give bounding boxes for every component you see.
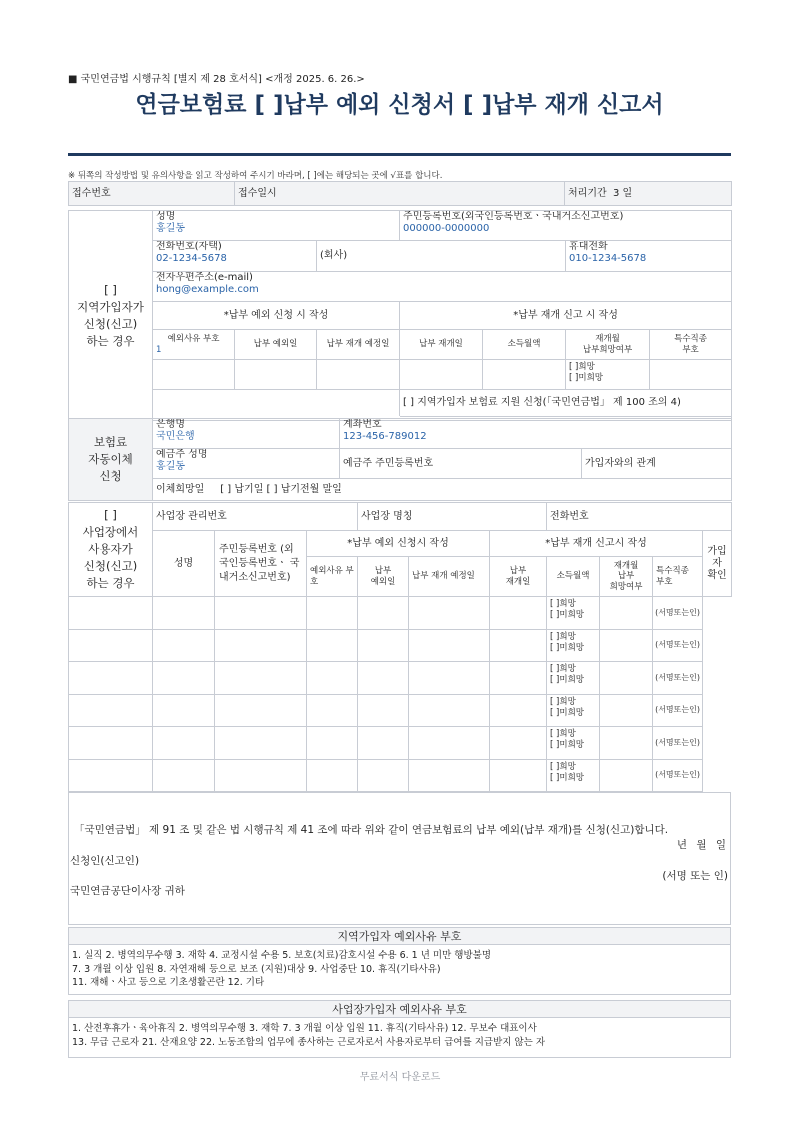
rrn-field[interactable] [400, 211, 732, 241]
workplace-row [69, 727, 732, 760]
depositor-rrn-field[interactable] [340, 449, 582, 479]
account-label: 계좌번호 [343, 419, 382, 430]
relation-label: 가입자와의 관계 [585, 457, 656, 469]
col-resume-month: 재개월 납부희망여부 [566, 330, 650, 360]
wp-resume-month-options[interactable] [547, 694, 600, 727]
mobile-field[interactable] [566, 241, 732, 272]
hope-checkbox[interactable]: [ ]희망 [550, 664, 576, 674]
declaration-date[interactable]: 년 월 일 [676, 839, 726, 851]
workplace-section-label[interactable]: [ ] 사업장에서 사용자가 신청(신고) 하는 경우 [69, 503, 153, 597]
form-title: 연금보험료 [ ]납부 예외 신청서 [ ]납부 재개 신고서 [135, 92, 664, 118]
office-phone-field[interactable] [317, 241, 566, 272]
wp-special-code-cell[interactable] [600, 727, 653, 760]
receipt-table [68, 181, 732, 206]
home-phone-value: 02-1234-5678 [156, 253, 227, 264]
wp-resume-month-options[interactable] [547, 759, 600, 792]
col-member-confirm: 가입자 확인 [703, 531, 732, 597]
wp-resume-date-cell[interactable] [409, 727, 490, 760]
wp-name-cell[interactable] [69, 597, 153, 630]
title-rule [68, 153, 731, 156]
hope-checkbox[interactable]: [ ]희망 [550, 761, 576, 772]
no-hope-checkbox[interactable]: [ ]미희망 [569, 373, 603, 383]
hope-checkbox[interactable]: [ ]희망 [550, 696, 576, 707]
wp-resume-plan-date-cell[interactable] [358, 629, 409, 662]
col-rrn: 주민등록번호 (외국인등록번호ㆍ 국내거소신고번호) [215, 531, 307, 597]
wp-rrn-cell[interactable] [153, 662, 215, 695]
member-sign-cell[interactable]: (서명또는인) [653, 727, 703, 760]
workplace-phone-field[interactable] [547, 503, 732, 531]
mobile-value: 010-1234-5678 [569, 253, 647, 264]
wp-reason-code-cell[interactable] [215, 727, 307, 760]
wp-income-cell[interactable] [490, 662, 547, 695]
blank-cell [153, 390, 400, 417]
depositor-rrn-label: 예금주 주민등록번호 [343, 457, 434, 469]
wp-special-code-cell[interactable] [600, 759, 653, 792]
wp-reason-code-cell[interactable] [215, 629, 307, 662]
wp-exception-date-cell[interactable] [307, 759, 358, 792]
resume-plan-date-cell[interactable] [317, 360, 400, 390]
wp-income-cell[interactable] [490, 694, 547, 727]
wp-exception-header: *납부 예외 신청시 작성 [307, 531, 490, 557]
wp-rrn-cell[interactable] [153, 597, 215, 630]
wp-name-cell[interactable] [69, 662, 153, 695]
workplace-row [69, 662, 732, 695]
wp-rrn-cell[interactable] [153, 727, 215, 760]
workplace-row [69, 694, 732, 727]
name-label: 성명 [156, 211, 176, 222]
wp-reason-code-cell[interactable] [215, 759, 307, 792]
wp-rrn-cell[interactable] [153, 759, 215, 792]
col-resume-date: 납부 재개일 [400, 330, 483, 360]
wp-income-cell[interactable] [490, 727, 547, 760]
wp-special-code-cell[interactable] [600, 629, 653, 662]
regional-section [68, 210, 732, 421]
col-special-code: 특수직종 부호 [650, 330, 732, 360]
wp-col-resume-date: 납부 재개일 [490, 557, 547, 597]
income-cell[interactable] [483, 360, 566, 390]
wp-resume-plan-date-cell[interactable] [358, 759, 409, 792]
no-hope-checkbox[interactable]: [ ]미희망 [550, 675, 584, 685]
relation-field[interactable] [582, 449, 732, 479]
wp-exception-date-cell[interactable] [307, 694, 358, 727]
no-hope-checkbox[interactable]: [ ]미희망 [550, 740, 584, 750]
wp-special-code-cell[interactable] [600, 597, 653, 630]
col-resume-plan-date: 납부 재개 예정일 [317, 330, 400, 360]
wp-resume-month-options[interactable] [547, 662, 600, 695]
wp-income-cell[interactable] [490, 629, 547, 662]
wp-resume-date-cell[interactable] [409, 597, 490, 630]
wp-col-resume-plan-date: 납부 재개 예정일 [409, 557, 490, 597]
depositor-field[interactable] [153, 449, 340, 479]
wp-reason-code-cell[interactable] [215, 694, 307, 727]
wp-special-code-cell[interactable] [600, 662, 653, 695]
col-name: 성명 [153, 531, 215, 597]
wp-special-code-cell[interactable] [600, 694, 653, 727]
wp-col-resume-month: 재개월 납부 희망여부 [600, 557, 653, 597]
processing-period [565, 182, 732, 206]
wp-resume-date-cell[interactable] [409, 694, 490, 727]
workplace-name-label: 사업장 명칭 [361, 510, 413, 522]
wp-rrn-cell[interactable] [153, 629, 215, 662]
wp-resume-month-options[interactable] [547, 629, 600, 662]
exception-date-cell[interactable] [235, 360, 317, 390]
mgmt-no-field[interactable] [153, 503, 358, 531]
recipient: 국민연금공단이사장 귀하 [70, 885, 185, 897]
home-phone-field[interactable] [153, 241, 317, 272]
wp-col-income: 소득월액 [547, 557, 600, 597]
name-field[interactable] [153, 211, 400, 241]
member-sign-cell[interactable]: (서명또는인) [653, 694, 703, 727]
wp-name-cell[interactable] [69, 629, 153, 662]
support-apply-checkbox[interactable]: [ ] 지역가입자 보험료 지원 신청(「국민연금법」 제 100 조의 4) [400, 390, 732, 417]
member-sign-cell[interactable]: (서명또는인) [653, 629, 703, 662]
no-hope-checkbox[interactable]: [ ]미희망 [550, 772, 584, 783]
wp-name-cell[interactable] [69, 759, 153, 792]
workplace-codes-line2: 13. 무급 근로자 21. 산재요양 22. 노동조합의 업무에 종사하는 근로자로서 사용자로부터 급여를 지급받지 않는 자 [72, 1037, 546, 1048]
workplace-codes-body [68, 1018, 731, 1058]
no-hope-checkbox[interactable]: [ ]미희망 [550, 707, 584, 718]
resume-date-cell[interactable] [400, 360, 483, 390]
wp-income-cell[interactable] [490, 597, 547, 630]
transfer-date-options[interactable]: [ ] 납기일 [ ] 납기전월 말일 [220, 483, 342, 495]
hope-checkbox[interactable]: [ ]희망 [550, 599, 576, 609]
rrn-value: 000000-0000000 [403, 223, 490, 234]
regional-section-label[interactable]: [ ] 지역가입자가 신청(신고) 하는 경우 [69, 211, 153, 421]
email-field[interactable] [153, 272, 732, 302]
member-sign-cell[interactable]: (서명또는인) [653, 662, 703, 695]
regional-codes-line3: 11. 재해ㆍ사고 등으로 기초생활곤란 12. 기타 [72, 977, 265, 988]
resume-report-header: *납부 재개 신고 시 작성 [400, 302, 732, 330]
hope-checkbox[interactable]: [ ]희망 [569, 362, 595, 372]
col-income: 소득월액 [483, 330, 566, 360]
instruction-note: ※ 뒤쪽의 작성방법 및 유의사항을 읽고 작성하여 주시기 바라며, [ ]에는 해당되는 곳에 √표를 합니다. [68, 171, 443, 181]
declaration-text: 「국민연금법」 제 91 조 및 같은 법 시행규칙 제 41 조에 따라 위와 같이 연금보험료의 납부 예외(납부 재개)를 신청(신고)합니다. [74, 824, 669, 836]
office-phone-label: (회사) [320, 250, 348, 261]
mobile-label: 휴대전화 [569, 241, 608, 252]
workplace-row [69, 597, 732, 630]
wp-resume-plan-date-cell[interactable] [358, 662, 409, 695]
mgmt-no-label: 사업장 관리번호 [156, 510, 227, 522]
resume-month-options[interactable] [566, 360, 650, 390]
bank-label: 은행명 [156, 419, 185, 430]
wp-reason-code-cell[interactable] [215, 662, 307, 695]
email-label: 전자우편주소(e-mail) [156, 272, 253, 283]
depositor-value: 홍길동 [156, 461, 185, 472]
workplace-name-field[interactable] [358, 503, 547, 531]
regional-codes-line2: 7. 3 개월 이상 입원 8. 자연재해 등으로 보조 (지원)대상 9. 사업중단 10. 휴직(기타사유) [72, 963, 441, 975]
rrn-label: 주민등록번호(외국인등록번호ㆍ국내거소신고번호) [403, 211, 624, 222]
depositor-label: 예금주 성명 [156, 449, 208, 460]
col-reason-code [153, 330, 235, 360]
wp-rrn-cell[interactable] [153, 694, 215, 727]
wp-exception-date-cell[interactable] [307, 727, 358, 760]
workplace-codes-line1: 1. 산전후휴가ㆍ육아휴직 2. 병역의무수행 3. 재학 7. 3 개월 이상 입원 11. 휴직(기타사유) 12. 무보수 대표이사 [72, 1023, 537, 1034]
wp-name-cell[interactable] [69, 727, 153, 760]
wp-resume-plan-date-cell[interactable] [358, 597, 409, 630]
reason-code-value: 1 [156, 344, 162, 355]
hope-checkbox[interactable]: [ ]희망 [550, 729, 576, 739]
workplace-codes-title: 사업장가입자 예외사유 부호 [68, 1000, 731, 1018]
wp-col-exception-date: 납부 예외일 [358, 557, 409, 597]
wp-resume-plan-date-cell[interactable] [358, 694, 409, 727]
workplace-row [69, 759, 732, 792]
regional-codes-body [68, 945, 731, 995]
exception-apply-header: *납부 예외 신청 시 작성 [153, 302, 400, 330]
wp-resume-month-options[interactable] [547, 597, 600, 630]
special-code-cell[interactable] [650, 360, 732, 390]
wp-resume-date-cell[interactable] [409, 629, 490, 662]
regional-codes-title: 지역가입자 예외사유 부호 [68, 927, 731, 945]
wp-col-special-code: 특수직종 부호 [653, 557, 703, 597]
applicant-label: 신청인(신고인) [70, 855, 140, 867]
member-sign-cell[interactable]: (서명또는인) [653, 597, 703, 630]
transfer-date-label: 이체희망일 [156, 483, 205, 495]
reason-code-cell[interactable] [153, 360, 235, 390]
workplace-section [68, 502, 732, 792]
transfer-date-field[interactable] [153, 479, 732, 501]
regional-codes-line1: 1. 실직 2. 병역의무수행 3. 재학 4. 교정시설 수용 5. 보호(치료)감호시설 수용 6. 1 년 미만 행방불명 [72, 950, 491, 961]
wp-exception-date-cell[interactable] [307, 662, 358, 695]
col-exception-date: 납부 예외일 [235, 330, 317, 360]
no-hope-checkbox[interactable]: [ ]미희망 [550, 642, 584, 653]
account-field[interactable] [340, 419, 732, 449]
download-link[interactable]: 무료서식 다운로드 [359, 1072, 441, 1083]
wp-resume-plan-date-cell[interactable] [358, 727, 409, 760]
autopay-section-label: 보험료 자동이체 신청 [69, 419, 153, 501]
wp-resume-date-cell[interactable] [409, 759, 490, 792]
declaration-box [68, 792, 731, 925]
wp-col-reason-code: 예외사유 부호 [307, 557, 358, 597]
member-sign-cell[interactable]: (서명또는인) [653, 759, 703, 792]
workplace-phone-label: 전화번호 [550, 510, 589, 522]
wp-exception-date-cell[interactable] [307, 597, 358, 630]
wp-exception-date-cell[interactable] [307, 629, 358, 662]
receipt-date-label: 접수일시 [235, 182, 565, 206]
wp-income-cell[interactable] [490, 759, 547, 792]
receipt-number-label: 접수번호 [69, 182, 235, 206]
bank-value: 국민은행 [156, 431, 195, 442]
applicant-sign[interactable]: (서명 또는 인) [662, 870, 728, 882]
hope-checkbox[interactable]: [ ]희망 [550, 631, 576, 642]
no-hope-checkbox[interactable]: [ ]미희망 [550, 610, 584, 620]
bank-field[interactable] [153, 419, 340, 449]
wp-reason-code-cell[interactable] [215, 597, 307, 630]
name-value: 홍길동 [156, 223, 185, 234]
account-value: 123-456-789012 [343, 431, 427, 442]
wp-resume-month-options[interactable] [547, 727, 600, 760]
col-reason-code-label: 예외사유 부호 [167, 334, 220, 344]
processing-period-label: 처리기간 [568, 187, 607, 199]
autopay-section [68, 418, 732, 501]
email-value: hong@example.com [156, 284, 259, 295]
regulation-line: ■ 국민연금법 시행규칙 [별지 제 28 호서식] <개정 2025. 6. 26.> [68, 74, 365, 85]
wp-name-cell[interactable] [69, 694, 153, 727]
wp-resume-header: *납부 재개 신고시 작성 [490, 531, 703, 557]
home-phone-label: 전화번호(자택) [156, 241, 222, 252]
wp-resume-date-cell[interactable] [409, 662, 490, 695]
workplace-row [69, 629, 732, 662]
processing-period-value: 3 일 [613, 187, 633, 199]
